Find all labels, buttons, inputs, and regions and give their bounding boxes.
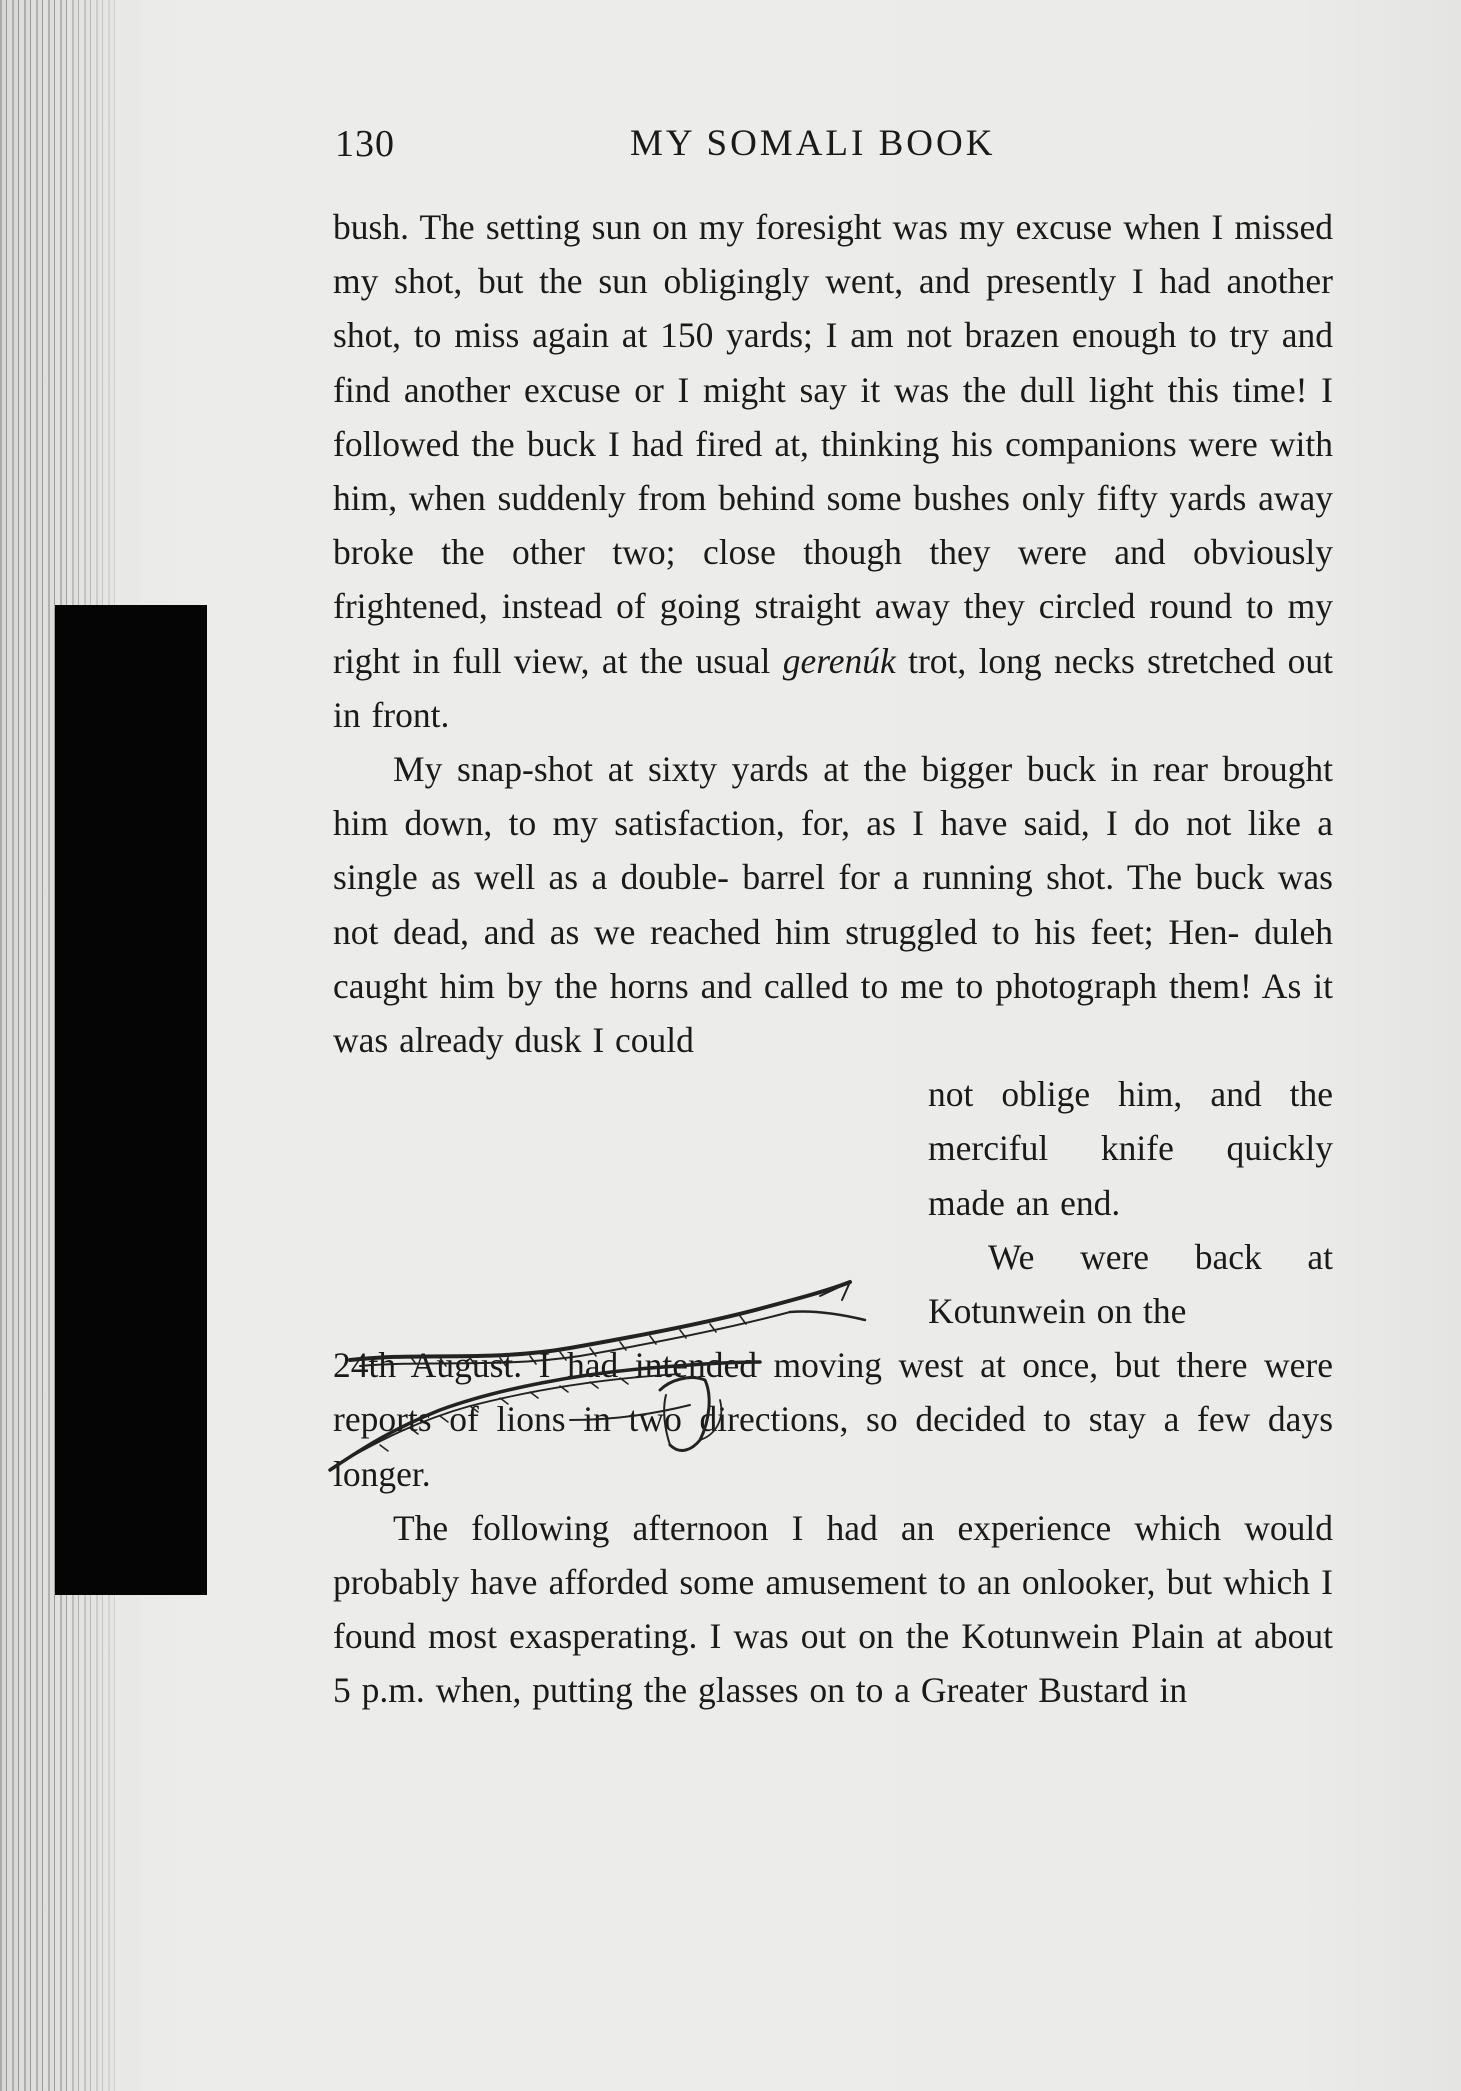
text-line: not oblige him, and [928, 1074, 1290, 1115]
text-line: 150 yards; I am not brazen enough to try and find [333, 315, 1333, 410]
text-line: rear brought him down, to my satisfaction, for, as I [333, 749, 1333, 844]
text-line: We were back at [988, 1236, 1333, 1277]
text-line: onlooker, but which I found most exasperating. I [333, 1562, 1333, 1657]
text-line: My snap-shot at sixty yards at the bigger buck in [393, 749, 1153, 790]
text-line: have said, I do not like a single as well as a double- [333, 803, 1333, 898]
text-line: trot, long necks stretched out in front. [333, 640, 1333, 735]
text-line: the merciful knife [928, 1074, 1333, 1169]
text-line: duleh caught him by the horns and called to me to [333, 911, 1333, 1006]
text-line: another excuse or I might say it was the dull light [403, 369, 1168, 410]
text-line: frightened, instead of going straight away they circled [333, 586, 1150, 627]
text-line: this time! I followed the buck I had fired at, thinking [333, 369, 1334, 464]
italic-word-gerenuk: gerenúk [782, 640, 909, 681]
text-line: and as we reached him struggled to his feet; Hen- [483, 911, 1255, 952]
body-text [333, 200, 1333, 1718]
page-number: 130 [335, 123, 395, 165]
paragraph-2 [333, 742, 1333, 1067]
text-line: when I missed my shot, but the sun obligingly went, [333, 207, 1333, 302]
text-line: was out on the Kotunwein Plain at about 5 p.m. [333, 1616, 1333, 1711]
text-line: would probably have afforded some amusement to an [333, 1507, 1333, 1603]
text-line: but there were reports of lions in two directions, so [333, 1345, 1333, 1440]
horns-illustration-icon [320, 1270, 880, 1480]
text-line: when, putting the glasses on to a Greater Bustard in [435, 1670, 1188, 1711]
text-line: his companions were with him, when suddenly from [333, 423, 1333, 519]
text-line: 24th August. I had intended moving west at once, [333, 1345, 1115, 1386]
text-line: and presently I had another shot, to miss again at [333, 261, 1333, 356]
text-line: decided to stay a few days longer. [333, 1399, 1334, 1494]
running-head: MY SOMALI BOOK [630, 123, 996, 164]
text-line: other two; close though they were and obviously [512, 532, 1333, 573]
text-line: round to my right in full view, at the usual [333, 586, 1333, 681]
text-line: Kotunwein on the [928, 1291, 1187, 1332]
page-header [335, 122, 1335, 172]
paragraph-2-continued [333, 1067, 1333, 1230]
text-line: barrel for a running shot. The buck was not dead, [333, 857, 1333, 952]
text-line: bush. The setting sun on my foresight was my excuse [333, 207, 1124, 247]
paragraph-1 [333, 200, 1333, 742]
text-line: quickly made an end. [928, 1128, 1333, 1223]
text-line: The following afternoon I had an experience which [393, 1507, 1245, 1548]
text-line: behind some bushes only fifty yards away broke the [333, 478, 1334, 573]
paragraph-4 [333, 1501, 1333, 1718]
black-tab-strip [55, 605, 207, 1595]
text-line: photograph them! As it was already dusk I could [333, 965, 1333, 1061]
